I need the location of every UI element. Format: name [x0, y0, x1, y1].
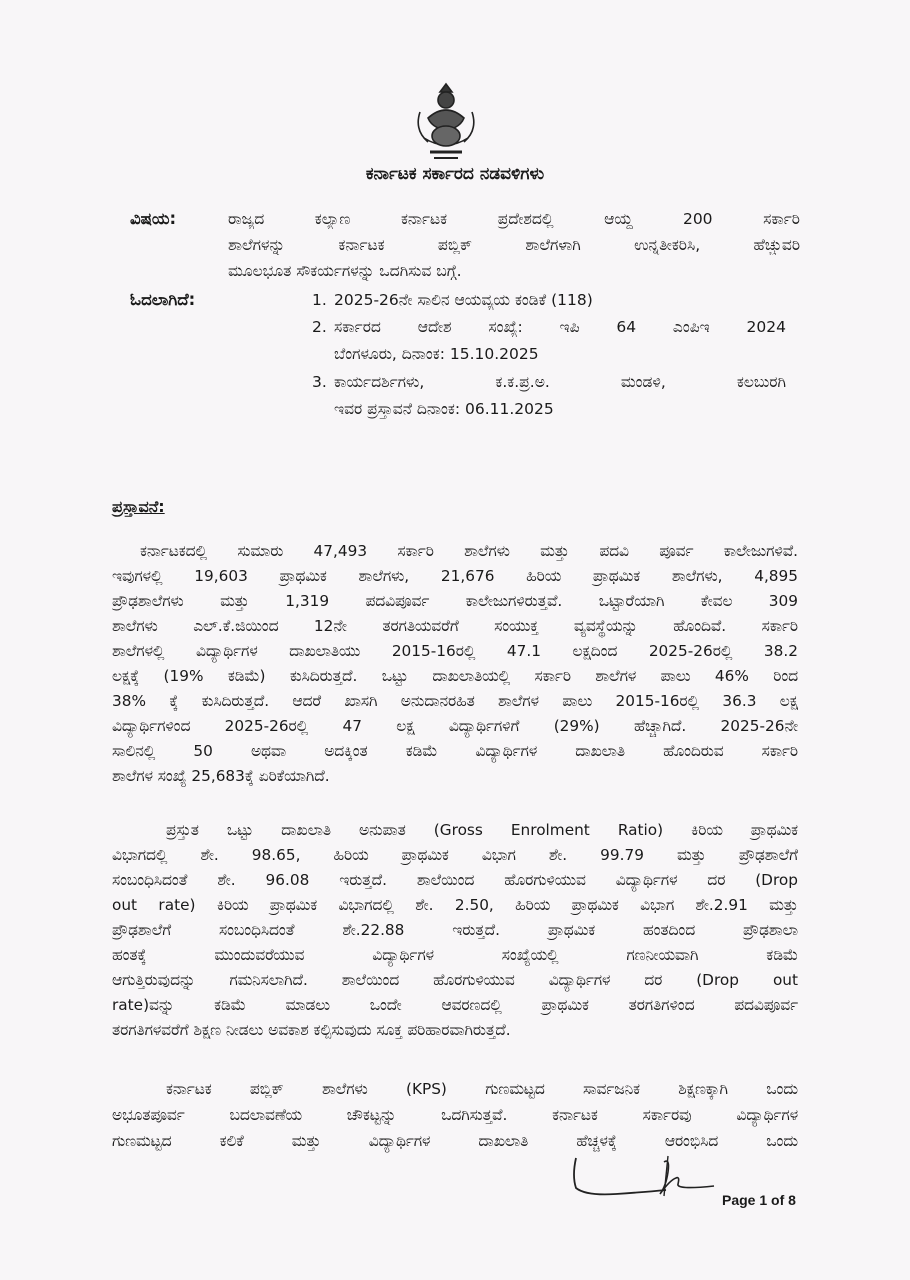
paragraph-line: rate)ವನ್ನು ಕಡಿಮೆ ಮಾಡಲು ಒಂದೇ ಆವರಣದಲ್ಲಿ ಪ್ರಾಥಮಿಕ ತರಗತಿಗಳಿಂದ ಪದವಿಪೂರ್ವ	[112, 996, 798, 1014]
preamble-heading: ಪ್ರಸ್ತಾವನೆ:	[112, 497, 165, 516]
subject-line: ಶಾಲೆಗಳನ್ನು ಕರ್ನಾಟಕ ಪಬ್ಲಿಕ್ ಶಾಲೆಗಳಾಗಿ ಉನ್ನತೀಕರಿಸಿ, ಹೆಚ್ಚುವರಿ	[228, 236, 800, 254]
subject-line: ರಾಜ್ಯದ ಕಲ್ಯಾಣ ಕರ್ನಾಟಕ ಪ್ರದೇಶದಲ್ಲಿ ಆಯ್ದ 200 ಸರ್ಕಾರಿ	[228, 210, 800, 228]
subject-label: ವಿಷಯ:	[130, 209, 177, 228]
subject-line: ಮೂಲಭೂತ ಸೌಕರ್ಯಗಳನ್ನು ಒದಗಿಸುವ ಬಗ್ಗೆ.	[228, 262, 462, 280]
paragraph-line: ಕರ್ನಾಟಕದಲ್ಲಿ ಸುಮಾರು 47,493 ಸರ್ಕಾರಿ ಶಾಲೆಗಳು ಮತ್ತು ಪದವಿ ಪೂರ್ವ ಕಾಲೇಜುಗಳಿವೆ.	[140, 542, 798, 560]
paragraph-line: ಆಗುತ್ತಿರುವುದನ್ನು ಗಮನಿಸಲಾಗಿದೆ. ಶಾಲೆಯಿಂದ ಹೊರಗುಳಿಯುವ ವಿದ್ಯಾರ್ಥಿಗಳ ದರ (Drop out	[112, 971, 798, 989]
reference-line: ಸರ್ಕಾರದ ಆದೇಶ ಸಂಖ್ಯೆ: ಇಪಿ 64 ಎಂಪಿಇ 2024	[334, 318, 786, 336]
paragraph-line: ಪ್ರಸ್ತುತ ಒಟ್ಟು ದಾಖಲಾತಿ ಅನುಪಾತ (Gross Enrolment Ratio) ಕಿರಿಯ ಪ್ರಾಥಮಿಕ	[166, 821, 798, 839]
paragraph-line: ವಿದ್ಯಾರ್ಥಿಗಳಿಂದ 2025-26ರಲ್ಲಿ 47 ಲಕ್ಷ ವಿದ್ಯಾರ್ಥಿಗಳಿಗೆ (29%) ಹೆಚ್ಚಾಗಿದೆ. 2025-26ನೇ	[112, 717, 798, 735]
reference-line: ಬೆಂಗಳೂರು, ದಿನಾಂಕ: 15.10.2025	[334, 345, 539, 363]
paragraph-line: ಶಾಲೆಗಳು ಎಲ್.ಕೆ.ಜಿಯಿಂದ 12ನೇ ತರಗತಿಯವರೆಗೆ ಸಂಯುಕ್ತ ವ್ಯವಸ್ಥೆಯನ್ನು ಹೊಂದಿವೆ. ಸರ್ಕಾರಿ	[112, 617, 798, 635]
karnataka-emblem-icon	[410, 78, 482, 168]
signature-icon	[568, 1152, 718, 1212]
reference-line: ಕಾರ್ಯದರ್ಶಿಗಳು, ಕ.ಕ.ಪ್ರ.ಅ. ಮಂಡಳಿ, ಕಲಬುರಗಿ	[334, 373, 786, 391]
paragraph-line: ಇವುಗಳಲ್ಲಿ 19,603 ಪ್ರಾಥಮಿಕ ಶಾಲೆಗಳು, 21,676 ಹಿರಿಯ ಪ್ರಾಥಮಿಕ ಶಾಲೆಗಳು, 4,895	[112, 567, 798, 585]
paragraph-line: ಶಾಲೆಗಳಲ್ಲಿ ವಿದ್ಯಾರ್ಥಿಗಳ ದಾಖಲಾತಿಯು 2015-16ರಲ್ಲಿ 47.1 ಲಕ್ಷದಿಂದ 2025-26ರಲ್ಲಿ 38.2	[112, 642, 798, 660]
paragraph-line: ಅಭೂತಪೂರ್ವ ಬದಲಾವಣೆಯ ಚೌಕಟ್ಟನ್ನು ಒದಗಿಸುತ್ತವೆ. ಕರ್ನಾಟಕ ಸರ್ಕಾರವು ವಿದ್ಯಾರ್ಥಿಗಳ	[112, 1106, 798, 1124]
reference-line: 2025-26ನೇ ಸಾಲಿನ ಆಯವ್ಯಯ ಕಂಡಿಕೆ (118)	[334, 291, 593, 309]
paragraph-line: ವಿಭಾಗದಲ್ಲಿ ಶೇ. 98.65, ಹಿರಿಯ ಪ್ರಾಥಮಿಕ ವಿಭಾಗ ಶೇ. 99.79 ಮತ್ತು ಪ್ರೌಢಶಾಲೆಗೆ	[112, 846, 798, 864]
paragraph-line: ಗುಣಮಟ್ಟದ ಕಲಿಕೆ ಮತ್ತು ವಿದ್ಯಾರ್ಥಿಗಳ ದಾಖಲಾತಿ ಹೆಚ್ಚಳಕ್ಕೆ ಆರಂಭಿಸಿದ ಒಂದು	[112, 1132, 798, 1150]
paragraph-line: ಸಾಲಿನಲ್ಲಿ 50 ಅಥವಾ ಅದಕ್ಕಿಂತ ಕಡಿಮೆ ವಿದ್ಯಾರ್ಥಿಗಳ ದಾಖಲಾತಿ ಹೊಂದಿರುವ ಸರ್ಕಾರಿ	[112, 742, 798, 760]
reference-number: 3.	[312, 373, 327, 391]
references-label: ಓದಲಾಗಿದೆ:	[130, 290, 196, 309]
page-number: Page 1 of 8	[722, 1192, 796, 1208]
paragraph-line: ಪ್ರೌಢಶಾಲೆಗೆ ಸಂಬಂಧಿಸಿದಂತೆ ಶೇ.22.88 ಇರುತ್ತದೆ. ಪ್ರಾಥಮಿಕ ಹಂತದಿಂದ ಪ್ರೌಢಶಾಲಾ	[112, 921, 798, 939]
reference-number: 2.	[312, 318, 327, 336]
paragraph-line: ಸಂಬಂಧಿಸಿದಂತೆ ಶೇ. 96.08 ಇರುತ್ತದೆ. ಶಾಲೆಯಿಂದ ಹೊರಗುಳಿಯುವ ವಿದ್ಯಾರ್ಥಿಗಳ ದರ (Drop	[112, 871, 798, 889]
reference-number: 1.	[312, 291, 327, 309]
paragraph-line: ಲಕ್ಷಕ್ಕೆ (19% ಕಡಿಮೆ) ಕುಸಿದಿರುತ್ತದೆ. ಒಟ್ಟು ದಾಖಲಾತಿಯಲ್ಲಿ ಸರ್ಕಾರಿ ಶಾಲೆಗಳ ಪಾಲು 46% ರಿಂದ	[112, 667, 798, 685]
paragraph-line: ಶಾಲೆಗಳ ಸಂಖ್ಯೆ 25,683ಕ್ಕೆ ಏರಿಕೆಯಾಗಿದೆ.	[112, 767, 330, 785]
paragraph-line: ತರಗತಿಗಳವರೆಗೆ ಶಿಕ್ಷಣ ನೀಡಲು ಅವಕಾಶ ಕಲ್ಪಿಸುವುದು ಸೂಕ್ತ ಪರಿಹಾರವಾಗಿರುತ್ತದೆ.	[112, 1021, 511, 1039]
document-title: ಕರ್ನಾಟಕ ಸರ್ಕಾರದ ನಡವಳಿಗಳು	[365, 164, 545, 184]
paragraph-line: ಪ್ರೌಢಶಾಲೆಗಳು ಮತ್ತು 1,319 ಪದವಿಪೂರ್ವ ಕಾಲೇಜುಗಳಿರುತ್ತವೆ. ಒಟ್ಟಾರೆಯಾಗಿ ಕೇವಲ 309	[112, 592, 798, 610]
reference-line: ಇವರ ಪ್ರಸ್ತಾವನೆ ದಿನಾಂಕ: 06.11.2025	[334, 400, 554, 418]
paragraph-line: out rate) ಕಿರಿಯ ಪ್ರಾಥಮಿಕ ವಿಭಾಗದಲ್ಲಿ ಶೇ. 2.50, ಹಿರಿಯ ಪ್ರಾಥಮಿಕ ವಿಭಾಗ ಶೇ.2.91 ಮತ್ತು	[112, 896, 798, 914]
paragraph-line: ಹಂತಕ್ಕೆ ಮುಂದುವರೆಯುವ ವಿದ್ಯಾರ್ಥಿಗಳ ಸಂಖ್ಯೆಯಲ್ಲಿ ಗಣನೀಯವಾಗಿ ಕಡಿಮೆ	[112, 946, 798, 964]
paragraph-line: ಕರ್ನಾಟಕ ಪಬ್ಲಿಕ್ ಶಾಲೆಗಳು (KPS) ಗುಣಮಟ್ಟದ ಸಾರ್ವಜನಿಕ ಶಿಕ್ಷಣಕ್ಕಾಗಿ ಒಂದು	[166, 1080, 798, 1098]
paragraph-line: 38% ಕ್ಕೆ ಕುಸಿದಿರುತ್ತದೆ. ಆದರೆ ಖಾಸಗಿ ಅನುದಾನರಹಿತ ಶಾಲೆಗಳ ಪಾಲು 2015-16ರಲ್ಲಿ 36.3 ಲಕ್ಷ	[112, 692, 798, 710]
